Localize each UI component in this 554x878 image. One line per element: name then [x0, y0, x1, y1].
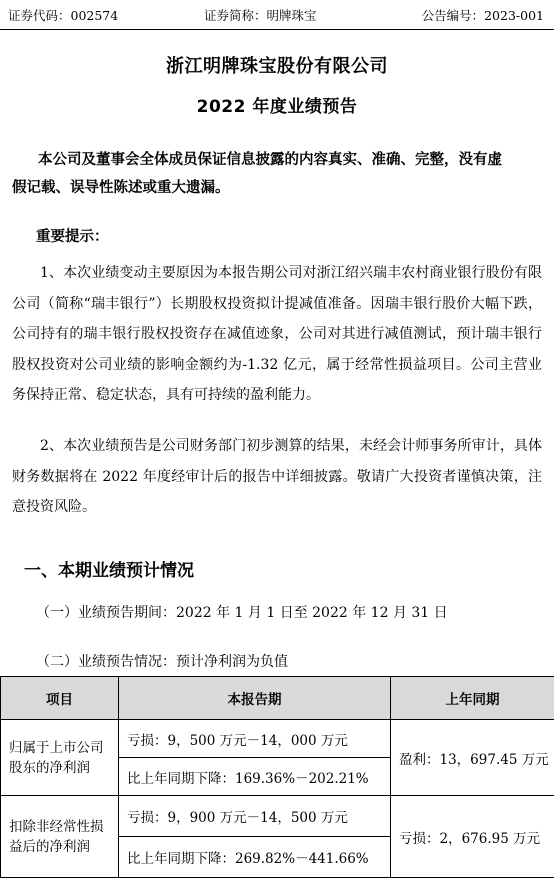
deducted-profit-current-change: 比上年同期下降：269.82%－441.66% — [119, 837, 391, 878]
forecast-situation: （二）业绩预告情况：预计净利润为负值 — [36, 651, 288, 671]
announcement-header — [8, 6, 544, 26]
table-row — [1, 796, 554, 837]
security-code: 证券代码：002574 — [8, 6, 118, 26]
header-item: 项目 — [1, 677, 119, 720]
table-row — [1, 720, 554, 758]
header-previous-period: 上年同期 — [391, 677, 554, 720]
header-current-period: 本报告期 — [119, 677, 391, 720]
key-hint-paragraph-1: 1、本次业绩变动主要原因为本报告期公司对浙江绍兴瑞丰农村商业银行股份有限公司（简称“瑞丰银行”）长期股权投资拟计提减值准备。因瑞丰银行股价大幅下跌，公司持有的瑞丰银行股权投资存在减值迹象，公司对其进行减值测试，预计瑞丰银行股权投资对公司业绩的影响金额约为-1.32 亿元，属于经常性损益项目。公司主营业务保持正常、稳定状态，具有可持续的盈利能力。 — [12, 258, 542, 411]
row-item-deducted-net-profit: 扣除非经常性损益后的净利润 — [1, 796, 119, 878]
security-abbreviation: 证券简称：明牌珠宝 — [204, 6, 317, 26]
key-hint-title: 重要提示： — [36, 225, 109, 246]
deducted-profit-previous: 亏损：2，676.95 万元 — [391, 796, 554, 878]
row-item-net-profit: 归属于上市公司股东的净利润 — [1, 720, 119, 796]
declaration-line-1: 本公司及董事会全体成员保证信息披露的内容真实、准确、完整，没有虚 — [38, 148, 554, 169]
net-profit-current-range: 亏损：9，500 万元－14，000 万元 — [119, 720, 391, 758]
company-name: 浙江明牌珠宝股份有限公司 — [0, 52, 554, 78]
table-header-row — [1, 677, 554, 720]
net-profit-current-change: 比上年同期下降：169.36%－202.21% — [119, 758, 391, 796]
report-title: 2022 年度业绩预告 — [0, 92, 554, 117]
header-divider — [0, 29, 554, 30]
net-profit-previous: 盈利：13，697.45 万元 — [391, 720, 554, 796]
key-hint-paragraph-2: 2、本次业绩预告是公司财务部门初步测算的结果，未经会计师事务所审计，具体财务数据将在 2022 年度经审计后的报告中详细披露。敬请广大投资者谨慎决策，注意投资风险。 — [12, 431, 542, 523]
announcement-number: 公告编号：2023-001 — [422, 6, 544, 26]
forecast-period: （一）业绩预告期间：2022 年 1 月 1 日至 2022 年 12 月 31 日 — [36, 602, 448, 622]
performance-forecast-table — [0, 676, 554, 878]
declaration-line-2: 假记载、误导性陈述或重大遗漏。 — [12, 176, 532, 197]
section-1-title: 一、本期业绩预计情况 — [24, 556, 194, 581]
deducted-profit-current-range: 亏损：9，900 万元－14，500 万元 — [119, 796, 391, 837]
